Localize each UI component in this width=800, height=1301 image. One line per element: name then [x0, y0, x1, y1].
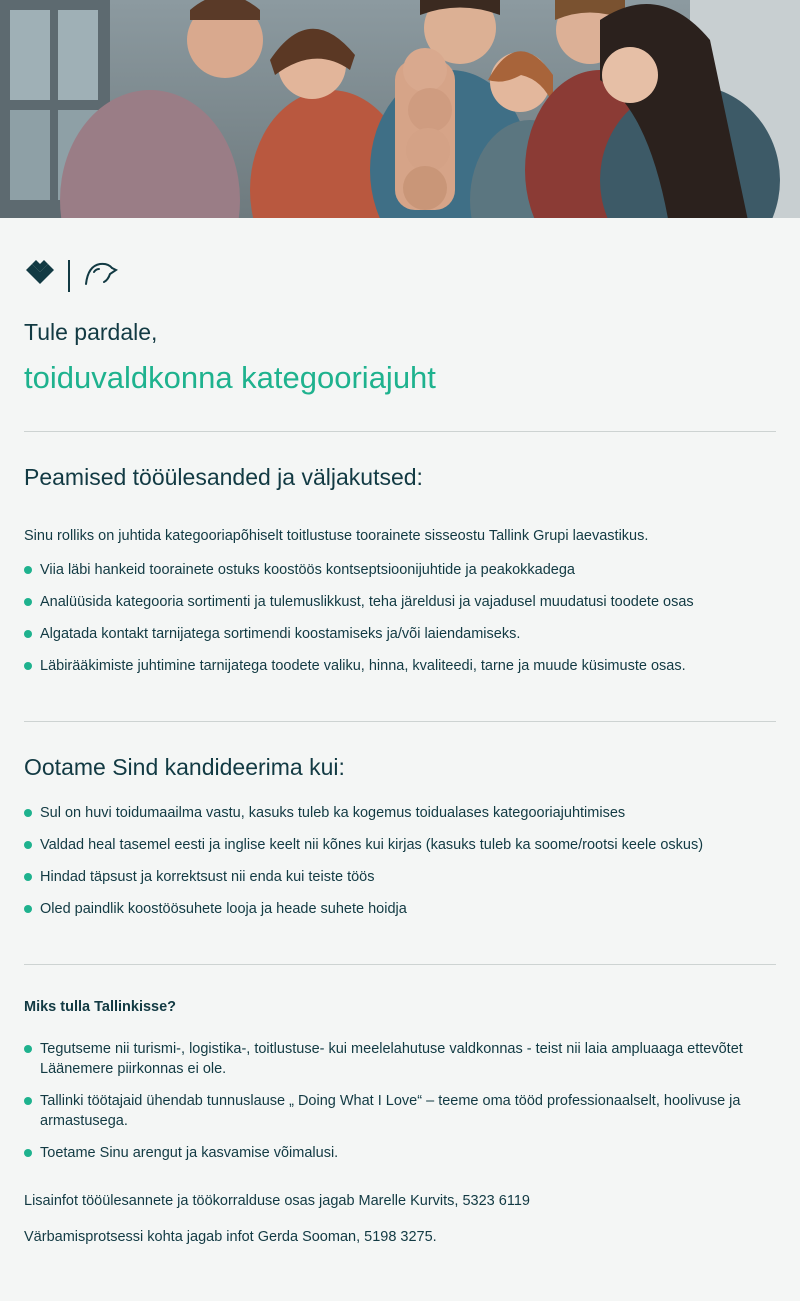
- silja-seal-icon: [86, 264, 116, 284]
- bullet-icon: [24, 1097, 32, 1105]
- list-item: Tallinki töötajaid ühendab tunnuslause „ Doing What I Love“ – teeme oma tööd professionaalselt, hoolivuse ja armastusega.: [24, 1091, 776, 1131]
- why-list: [24, 1039, 776, 1163]
- why-heading: Miks tulla Tallinkisse?: [24, 999, 177, 1015]
- requirements-list: [24, 803, 776, 919]
- list-item: Läbirääkimiste juhtimine tarnijatega toodete valiku, hinna, kvaliteedi, tarne ja muude küsimuste osas.: [24, 656, 776, 676]
- intro-text: Tule pardale,: [24, 319, 158, 345]
- hero-illustration: [0, 0, 800, 218]
- list-item: Tegutseme nii turismi-, logistika-, toitlustuse- kui meelelahutuse valdkonnas - teist nii laia ampluaaga ettevõtet Läänemere piirkonnas ei ole.: [24, 1039, 776, 1079]
- list-item: Toetame Sinu arengut ja kasvamise võimalusi.: [24, 1143, 776, 1163]
- contact-info: Lisainfot tööülesannete ja töökorralduse osas jagab Marelle Kurvits, 5323 6119: [24, 1193, 530, 1209]
- bullet-icon: [24, 662, 32, 670]
- bullet-icon: [24, 873, 32, 881]
- duties-list: [24, 560, 776, 676]
- bullet-icon: [24, 1045, 32, 1053]
- bullet-icon: [24, 905, 32, 913]
- duties-heading: Peamised tööülesanded ja väljakutsed:: [24, 464, 423, 490]
- logo-row: [24, 256, 776, 296]
- hero-image: [0, 0, 800, 218]
- divider: [24, 431, 776, 432]
- bullet-icon: [24, 566, 32, 574]
- list-item: Viia läbi hankeid toorainete ostuks koostöös kontseptsioonijuhtide ja peakokkadega: [24, 560, 776, 580]
- duties-lead: Sinu rolliks on juhtida kategooriapõhiselt toitlustuse toorainete sisseostu Tallink Grupi laevastikus.: [24, 528, 649, 544]
- divider: [24, 964, 776, 965]
- bullet-icon: [24, 841, 32, 849]
- list-item: Hindad täpsust ja korrektsust nii enda kui teiste töös: [24, 867, 776, 887]
- bullet-icon: [24, 809, 32, 817]
- recruitment-contact: Värbamisprotsessi kohta jagab infot Gerda Sooman, 5198 3275.: [24, 1229, 437, 1245]
- divider: [24, 721, 776, 722]
- tallink-silja-logo: [24, 258, 124, 294]
- list-item: Algatada kontakt tarnijatega sortimendi koostamiseks ja/või laiendamiseks.: [24, 624, 776, 644]
- bullet-icon: [24, 1149, 32, 1157]
- list-item: Sul on huvi toidumaailma vastu, kasuks tuleb ka kogemus toidualases kategooriajuhtimises: [24, 803, 776, 823]
- list-item: Valdad heal tasemel eesti ja inglise keelt nii kõnes kui kirjas (kasuks tuleb ka soome/rootsi keele oskus): [24, 835, 776, 855]
- tallink-v-icon: [26, 260, 54, 284]
- bullet-icon: [24, 598, 32, 606]
- bullet-icon: [24, 630, 32, 638]
- job-title: toiduvaldkonna kategooriajuht: [24, 360, 436, 395]
- requirements-heading: Ootame Sind kandideerima kui:: [24, 754, 345, 780]
- list-item: Oled paindlik koostöösuhete looja ja heade suhete hoidja: [24, 899, 776, 919]
- list-item: Analüüsida kategooria sortimenti ja tulemuslikkust, teha järeldusi ja vajadusel muudatusi toodete osas: [24, 592, 776, 612]
